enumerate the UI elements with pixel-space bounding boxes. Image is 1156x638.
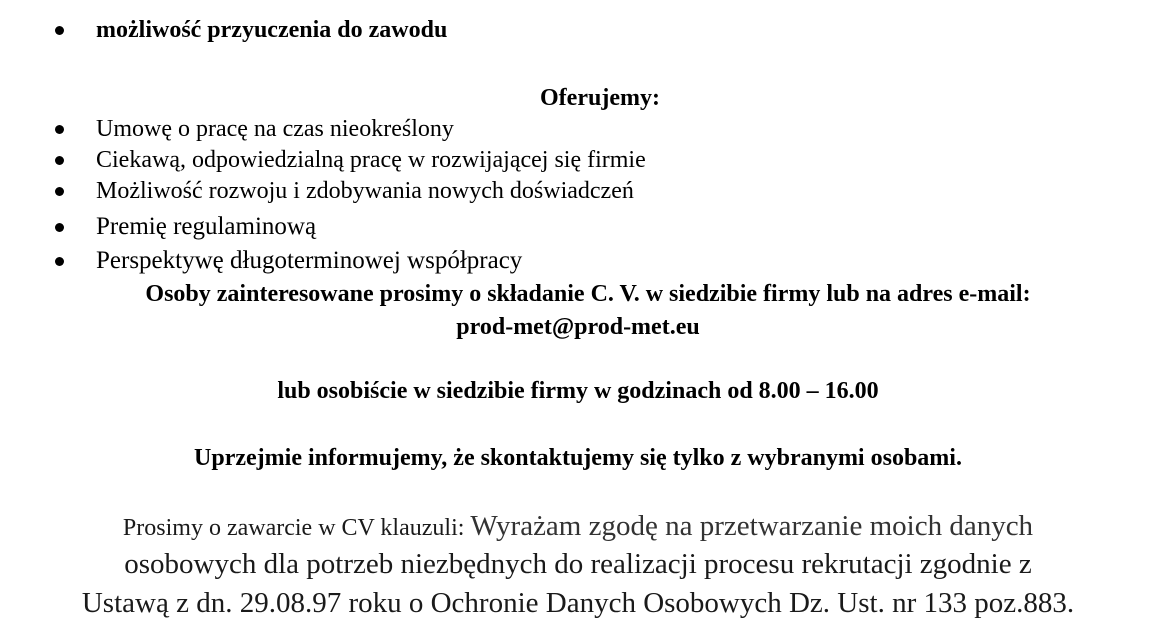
bullet-icon	[55, 125, 64, 134]
bullet-icon	[55, 26, 64, 35]
bullet-icon	[55, 257, 64, 266]
offer-list-item	[0, 211, 1156, 243]
clause-line-3: Ustawą z dn. 29.08.97 roku o Ochronie Danych Osobowych Dz. Ust. nr 133 poz.883.	[81, 587, 1075, 619]
clause-intro: Prosimy o zawarcie w CV klauzuli:	[122, 515, 471, 541]
offer-item-text: Ciekawą, odpowiedzialną pracę w rozwijającej się firmie	[96, 147, 646, 173]
offer-item-text: Możliwość rozwoju i zdobywania nowych doświadczeń	[96, 178, 634, 204]
clause-line-2: osobowych dla potrzeb niezbędnych do realizacji procesu rekrutacji zgodnie z	[124, 548, 1032, 580]
bullet-icon	[55, 156, 64, 165]
offer-item-text: Premię regulaminową	[96, 213, 317, 240]
requirement-text: możliwość przyuczenia do zawodu	[96, 17, 448, 43]
offer-heading: Oferujemy:	[540, 85, 660, 111]
clause-text-start: Wyrażam zgodę na przetwarzanie moich danych	[470, 510, 1034, 542]
contact-email: prod-met@prod-met.eu	[456, 314, 700, 340]
contact-instructions: Osoby zainteresowane prosimy o składanie C. V. w siedzibie firmy lub na adres e-mail:	[145, 281, 1031, 307]
offer-list-item	[0, 245, 1156, 277]
requirements-list-item	[0, 14, 1156, 46]
offer-item-text: Perspektywę długoterminowej współpracy	[96, 247, 523, 274]
bullet-icon	[55, 187, 64, 196]
bullet-icon	[55, 223, 64, 232]
offer-list-item	[0, 175, 1156, 207]
offer-item-text: Umowę o pracę na czas nieokreślony	[96, 116, 454, 142]
contact-notice: Uprzejmie informujemy, że skontaktujemy się tylko z wybranymi osobami.	[194, 445, 962, 471]
offer-list-item	[0, 113, 1156, 145]
contact-hours: lub osobiście w siedzibie firmy w godzinach od 8.00 – 16.00	[277, 378, 879, 404]
offer-list-item	[0, 144, 1156, 176]
